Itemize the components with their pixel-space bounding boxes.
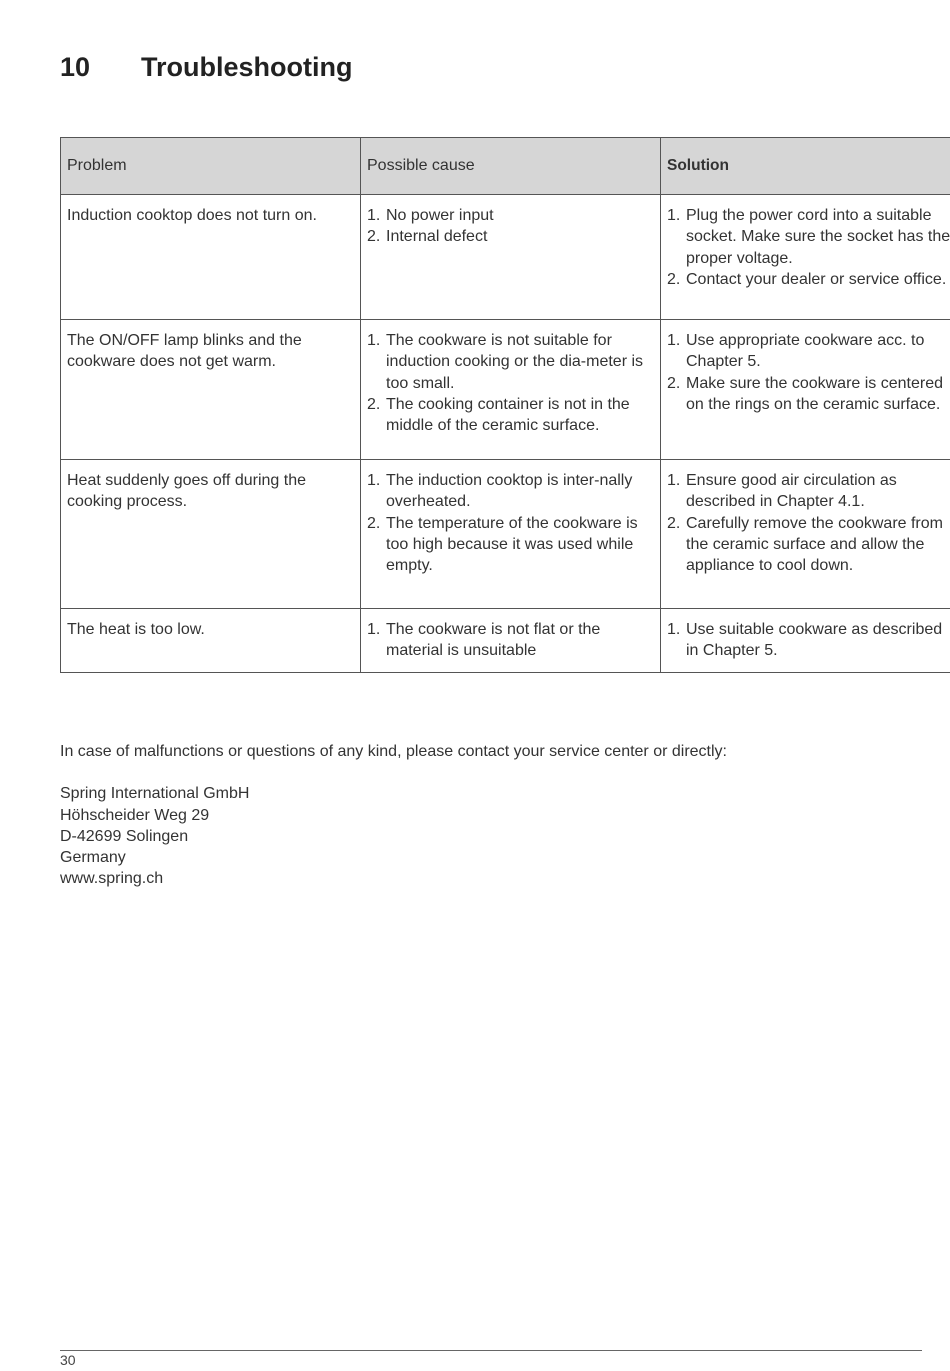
solution-item: 2. Make sure the cookware is centered on the rings on the ceramic surface. [667,374,944,413]
cause-cell [361,320,661,460]
page-number: 30 [60,1352,76,1368]
problem-cell: The heat is too low. [61,609,361,673]
cause-cell [361,460,661,609]
troubleshooting-table [60,137,950,673]
table-row [61,320,950,460]
solution-item: 2. Contact your dealer or service office. [667,270,947,288]
section-number: 10 [60,52,91,82]
solution-cell [661,320,950,460]
header-solution: Solution [661,138,950,195]
solution-cell [661,195,950,320]
contact-block [60,741,727,890]
solution-cell [661,460,950,609]
cause-item: 1. The induction cooktop is inter-nally overheated. [367,472,633,511]
cause-item: 2. Internal defect [367,228,488,246]
cause-item: 1. The cookware is not flat or the material is unsuitable [367,621,601,660]
cause-item: 1. No power input [367,207,494,224]
solution-item: 1. Use appropriate cookware acc. to Chapter 5. [667,332,925,371]
street-address: Höhscheider Weg 29 [60,806,210,824]
solution-item: 2. Carefully remove the cookware from the ceramic surface and allow the appliance to cool down. [667,514,943,575]
solution-cell [661,609,950,673]
cause-cell [361,195,661,320]
problem-cell: The ON/OFF lamp blinks and the cookware does not get warm. [61,320,361,460]
header-problem: Problem [61,138,361,195]
cause-cell [361,609,661,673]
header-possible-cause: Possible cause [361,138,661,195]
website-link[interactable]: www.spring.ch [60,870,164,888]
problem-cell: Heat suddenly goes off during the cooking process. [61,460,361,609]
company-name: Spring International GmbH [60,785,250,803]
table-row [61,609,950,673]
solution-item: 1. Ensure good air circulation as described in Chapter 4.1. [667,472,897,511]
table-row [61,195,950,320]
table-header-row [61,138,950,195]
footer-divider [60,1350,922,1351]
table-row [61,460,950,609]
problem-cell: Induction cooktop does not turn on. [61,195,361,320]
cause-item: 2. The temperature of the cookware is too high because it was used while empty. [367,514,638,575]
section-title: Troubleshooting [141,52,353,82]
cause-item: 2. The cooking container is not in the middle of the ceramic surface. [367,395,630,435]
cause-item: 1. The cookware is not suitable for induction cooking or the dia-meter is too small. [367,332,644,392]
country: Germany [60,849,126,867]
solution-item: 1. Use suitable cookware as described in Chapter 5. [667,621,943,660]
city: D-42699 Solingen [60,827,189,845]
contact-intro: In case of malfunctions or questions of any kind, please contact your service center or directly: [60,743,727,760]
page-heading [60,52,352,83]
solution-item: 1. Plug the power cord into a suitable socket. Make sure the socket has the proper voltage. [667,207,950,267]
